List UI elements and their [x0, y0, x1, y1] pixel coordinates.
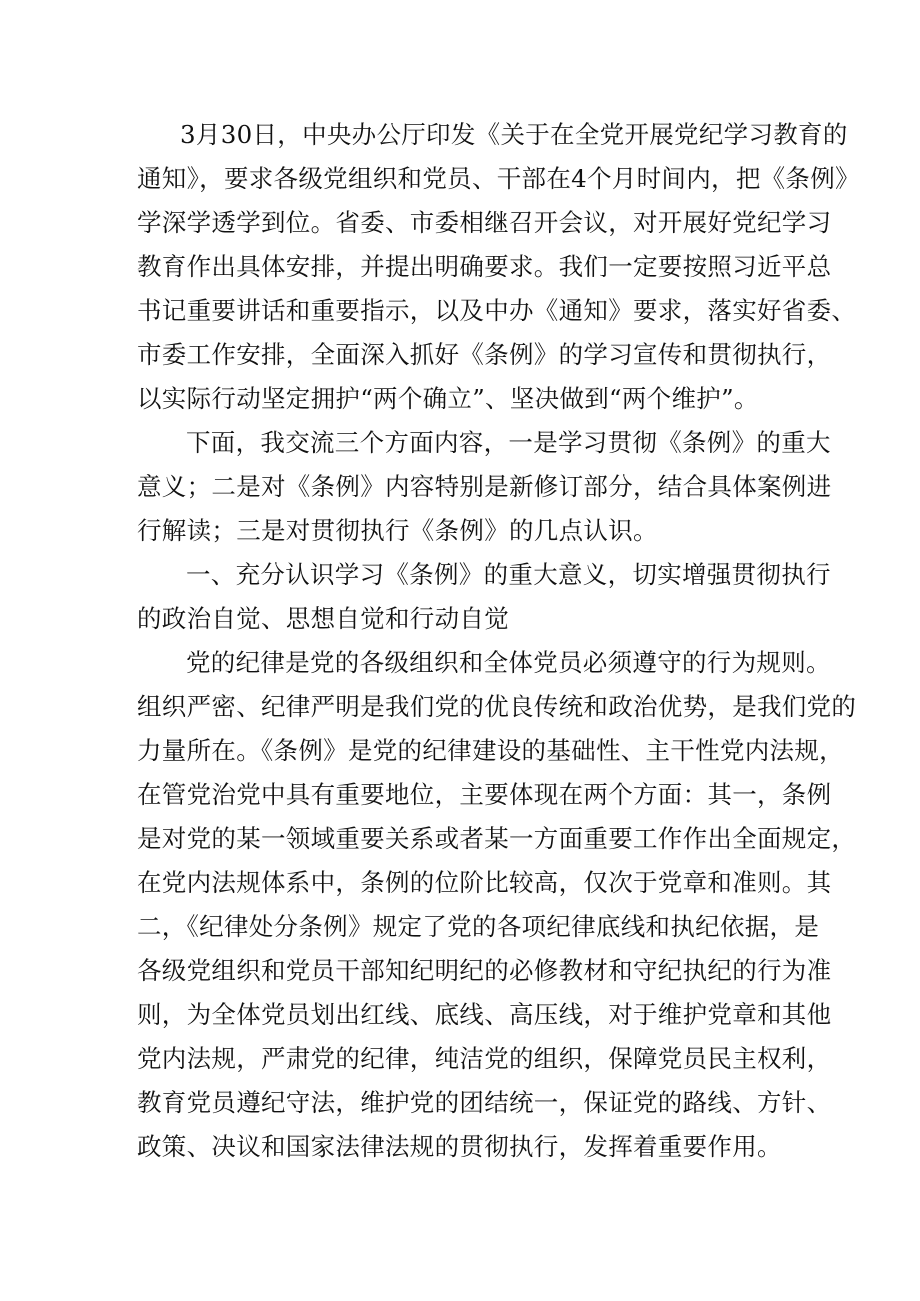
text-line: 是对党的某一领域重要关系或者某一方面重要工作作出全面规定，	[137, 824, 857, 853]
text-line: 行解读；三是对贯彻执行《条例》的几点认识。	[137, 516, 658, 545]
text-line: 政策、决议和国家法律法规的贯彻执行，发挥着重要作用。	[137, 1132, 782, 1161]
text-line: 在党内法规体系中，条例的位阶比较高，仅次于党章和准则。其	[137, 868, 832, 897]
text-line: 教育作出具体安排，并提出明确要求。我们一定要按照习近平总	[137, 252, 832, 281]
text-line: 在管党治党中具有重要地位，主要体现在两个方面：其一，条例	[137, 780, 832, 809]
section-heading: 一、充分认识学习《条例》的重大意义，切实增强贯彻执行	[186, 560, 831, 589]
text-line: 二，《纪律处分条例》规定了党的各项纪律底线和执纪依据，是	[137, 912, 820, 941]
text-line: 以实际行动坚定拥护“两个确立”、坚决做到“两个维护”。	[137, 384, 759, 413]
text-line: 则，为全体党员划出红线、底线、高压线，对于维护党章和其他	[137, 1000, 832, 1029]
text-line: 书记重要讲话和重要指示，以及中办《通知》要求，落实好省委、	[137, 296, 857, 325]
text-line: 意义；二是对《条例》内容特别是新修订部分，结合具体案例进	[137, 472, 832, 501]
section-heading: 的政治自觉、思想自觉和行动自觉	[137, 604, 509, 633]
text-line: 党的纪律是党的各级组织和全体党员必须遵守的行为规则。	[186, 648, 831, 677]
text-line: 党内法规，严肃党的纪律，纯洁党的组织，保障党员民主权利，	[137, 1044, 832, 1073]
text-line: 通知》，要求各级党组织和党员、干部在4个月时间内，把《条例》	[137, 164, 860, 193]
text-line: 市委工作安排，全面深入抓好《条例》的学习宣传和贯彻执行，	[137, 340, 832, 369]
text-line: 教育党员遵纪守法，维护党的团结统一，保证党的路线、方针、	[137, 1088, 832, 1117]
text-line: 力量所在。《条例》是党的纪律建设的基础性、主干性党内法规，	[137, 736, 844, 765]
text-line: 各级党组织和党员干部知纪明纪的必修教材和守纪执纪的行为准	[137, 956, 832, 985]
text-line: 学深学透学到位。省委、市委相继召开会议，对开展好党纪学习	[137, 208, 832, 237]
text-line: 3月30日，中央办公厅印发《关于在全党开展党纪学习教育的	[180, 120, 848, 149]
text-line: 组织严密、纪律严明是我们党的优良传统和政治优势，是我们党的	[137, 692, 857, 721]
text-line: 下面，我交流三个方面内容，一是学习贯彻《条例》的重大	[186, 428, 831, 457]
